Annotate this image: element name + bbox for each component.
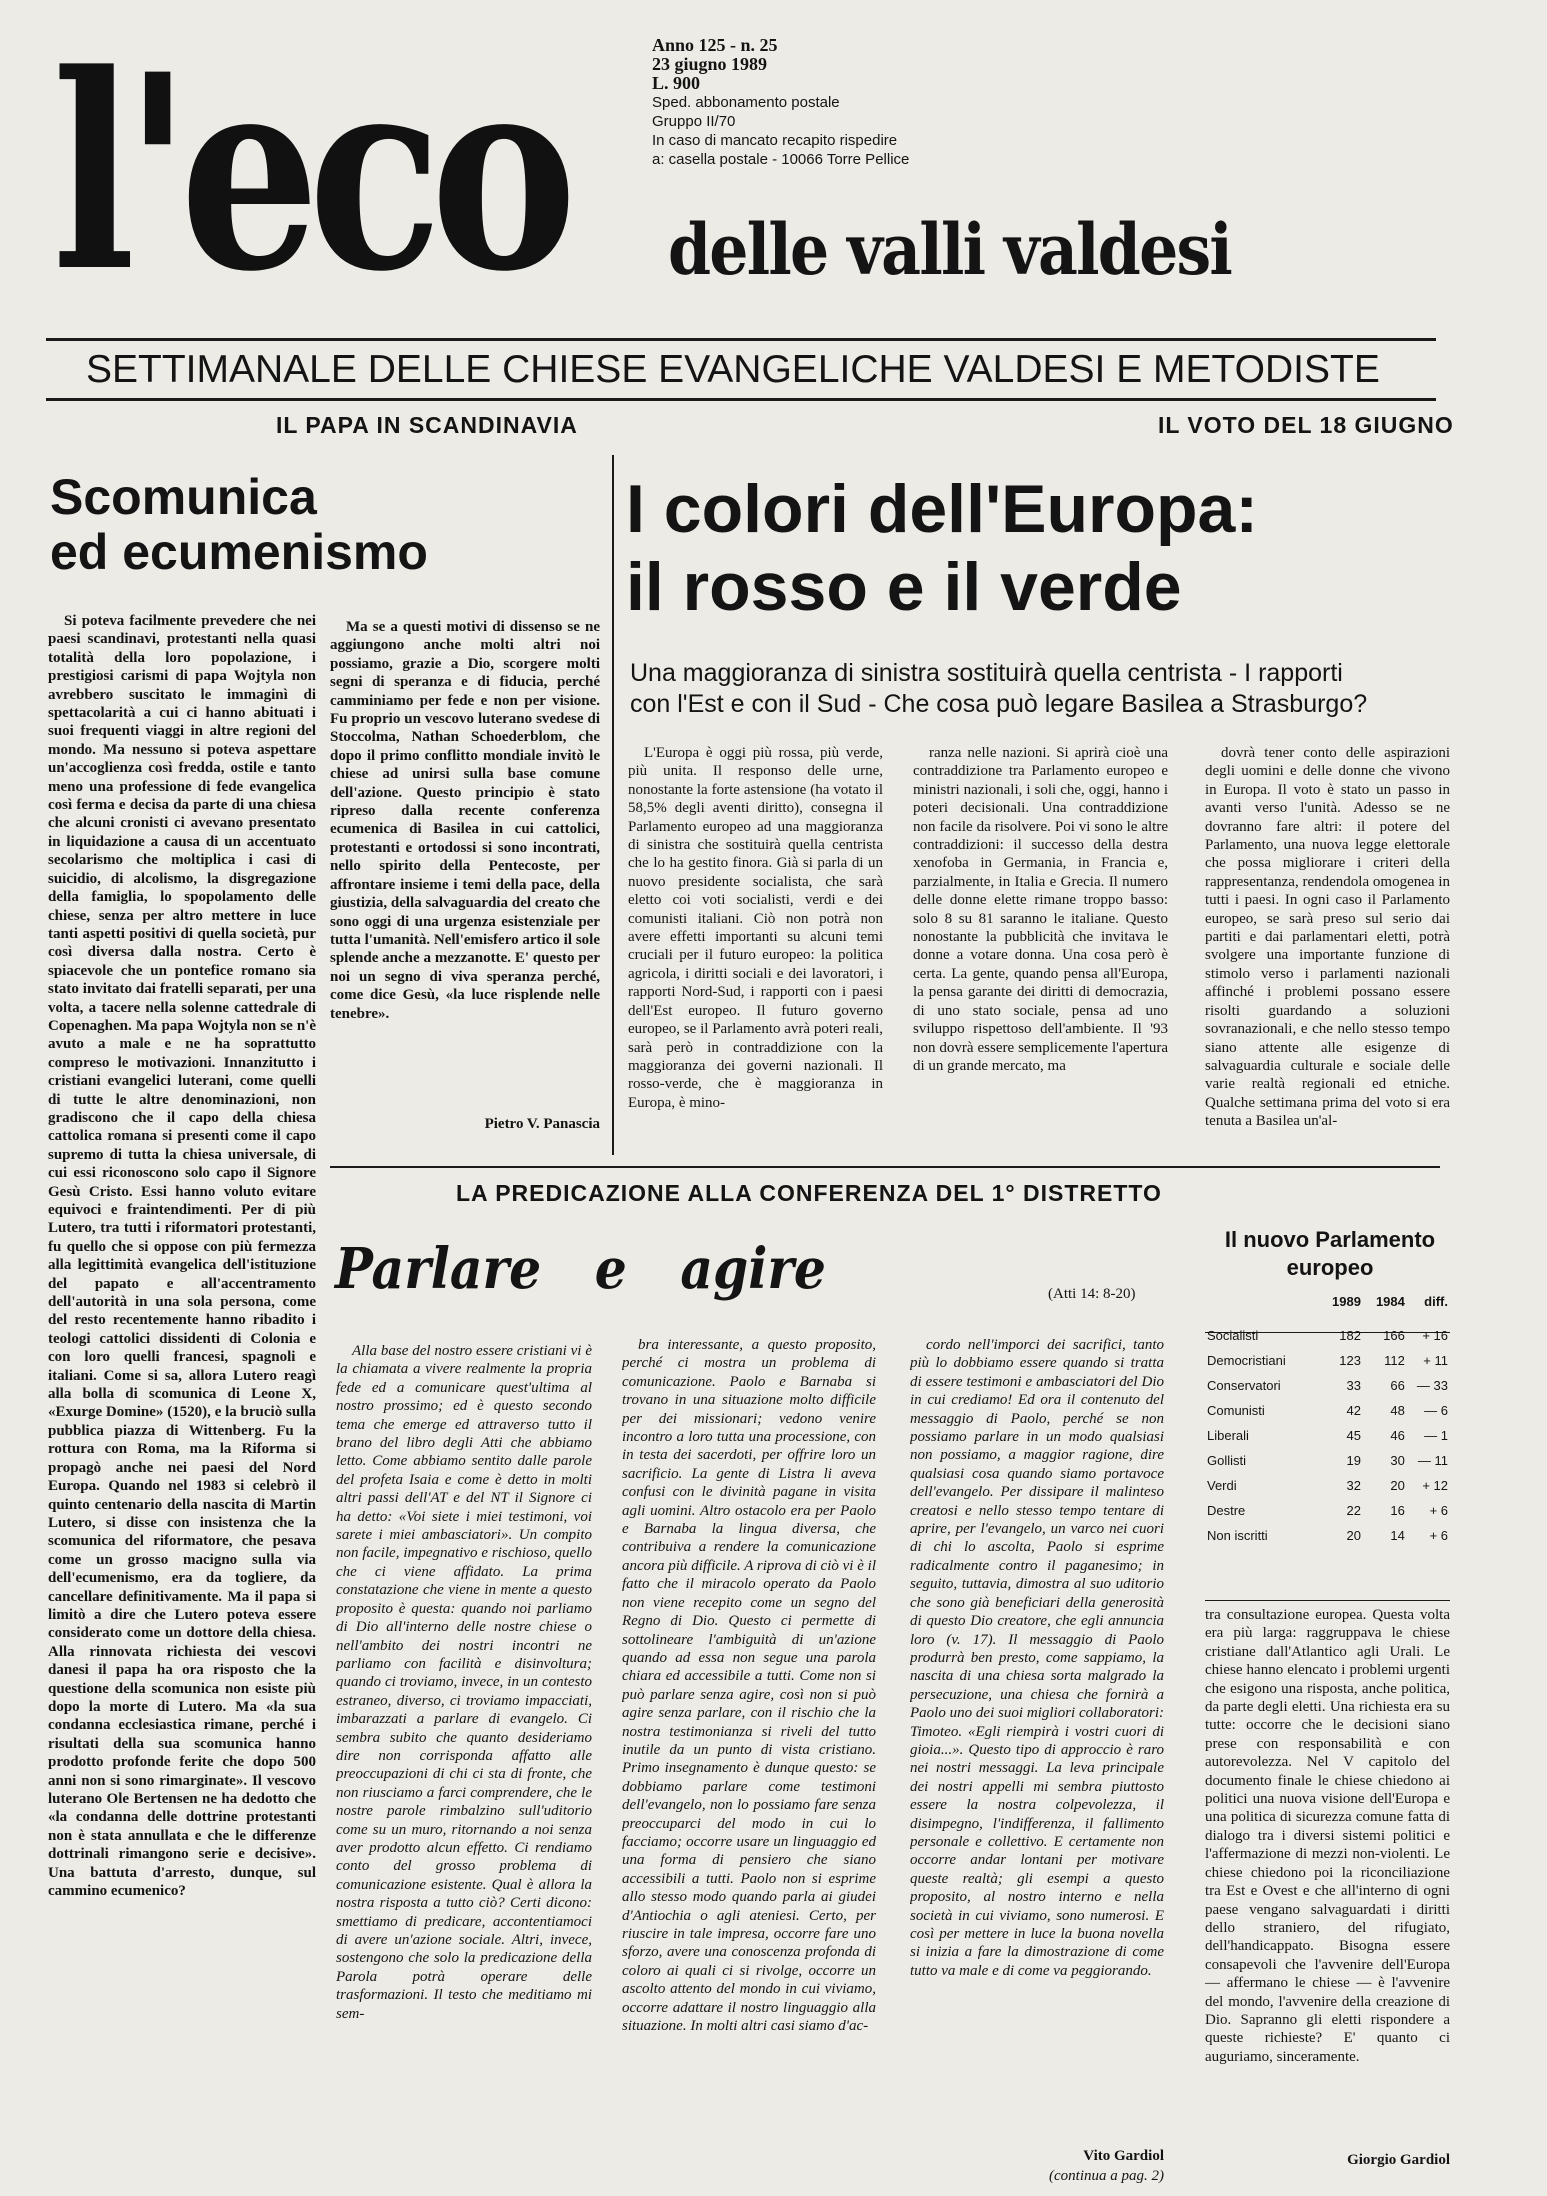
- headline-line: Scomunica: [50, 469, 317, 525]
- right-article-col2: [913, 744, 1168, 1154]
- left-author: Pietro V. Panascia: [484, 1116, 600, 1132]
- table-row: Comunisti 42 48 — 6: [1207, 1403, 1448, 1418]
- tagline: SETTIMANALE DELLE CHIESE EVANGELICHE VALDESI E METODISTE: [86, 348, 1380, 391]
- divider: [46, 338, 1436, 341]
- table-row: Socialisti 182 166 + 16: [1207, 1328, 1448, 1343]
- right-kicker: IL VOTO DEL 18 GIUGNO: [1158, 412, 1454, 438]
- article-text: dovrà tener conto delle aspirazioni degli uomini e delle donne che vivono in Europa. Il voto è stato un passo in avanti verso l'unità. Adesso se ne dovranno fare altri: il potere del Parlamento, una nuova legge elettorale che possa migliorare i criteri della rappresentanza, rendendola omogenea in tutti i paesi. In ogni caso il Parlamento europeo, se sarà preso sul serio dai partiti e dai parlamentari eletti, potrà svolgere una importante funzione di stimolo verso i parlamenti nazionali affinché i problemi possano essere risolti guardando a soluzioni sovranazionali, e che nello stesso tempo siano attente alle esigenze di salvaguardia culturale e sociale delle varie realtà regionali ed etniche. Qualche settimana prima del voto si era tenuta a Basilea un'al-: [1205, 745, 1450, 1130]
- right-author: Giorgio Gardiol: [1347, 2152, 1450, 2168]
- left-headline: [50, 470, 428, 580]
- table-title-line: europeo: [1286, 1254, 1374, 1280]
- issue-info: [652, 36, 909, 169]
- divider: [612, 455, 614, 1155]
- postal-line: a: casella postale - 10066 Torre Pellice: [652, 151, 910, 168]
- masthead-logo: l'eco: [52, 16, 566, 331]
- deck-line: con l'Est e con il Sud - Che cosa può legare Basilea a Strasburgo?: [630, 690, 1368, 719]
- right-deck: [630, 658, 1430, 721]
- right-headline: [626, 470, 1258, 626]
- table-row: Verdi 32 20 + 12: [1207, 1478, 1448, 1493]
- sermon-kicker: LA PREDICAZIONE ALLA CONFERENZA DEL 1° DISTRETTO: [456, 1180, 1162, 1206]
- sermon-title: Parlare e agire: [335, 1236, 827, 1302]
- table-row: Destre 22 16 + 6: [1207, 1503, 1448, 1518]
- table-row: Democristiani 123 112 + 11: [1207, 1353, 1448, 1368]
- headline-line: il rosso e il verde: [626, 549, 1182, 626]
- issue-price: L. 900: [652, 73, 701, 93]
- sermon-continued: (continua a pag. 2): [1049, 2168, 1164, 2184]
- article-text: Si poteva facilmente prevedere che nei paesi scandinavi, protestanti nella quasi totalità della loro popolazione, i prestigiosi carismi di papa Wojtyla non avrebbero suscitato le immaginì di spettacolarità a cui ci hanno abituati i suoi frequenti viaggi in altre regioni del mondo. Ma nessuno si poteva aspettare un'accoglienza così fredda, ostile e tanto meno una professione di fede evangelica così ferma e decisa da parte di una chiesa che alcuni cronisti ci avevano presentato in liquidazione a causa di un accentuato secolarismo che moltiplica i casi di suicidio, di alcolismo, la disgregazione della famiglia, lo spopolamento delle chiese, senza per altro mettere in luce tanti aspetti positivi di quella società, pur così diversa dalla nostra. Certo è spiacevole che un pontefice romano sia stato invitato dai fratelli separati, per una volta, a tacere nella solenne cattedrale di Copenaghen. Ma papa Wojtyla non se n'è avuto a male e ne ha soprattutto compreso le motivazioni. Innanzitutto i cristiani evangelici luterani, come quelli di tutte le altre denominazioni, non gradiscono che il capo della chiesa cattolica romana si presenti come il capo supremo di tutta la chiesa universale, di cui essi riconoscono solo capo il Signore Gesù Cristo. Essi hanno voluto evitare equivoci e fraintendimenti. Per di più Lutero, tra tutti i riformatori protestanti, fu quello che si oppose con più fermezza alla legittimità evangelica dell'istituzione del papato e all'accentramento dell'autorità in una sola persona, come del resto recentemente hanno ribadito i teologi cattolici dissidenti di Colonia e con loro quelli francesi, spagnoli e italiani. Come si sa, allora Lutero reagì alla bolla di scomunica di Leone X, «Exurge Domine» (1520), e la bruciò sulla pubblica piazza di Wittenberg. Fu la rottura con Roma, ma la Riforma si propagò anche nei paesi del Nord Europa. Quando nel 1983 si celebrò il quinto centenario della nascita di Martin Lutero, si disse con insistenza che la scomunica del riformatore, che pesava come un grosso macigno sulla via dell'ecumenismo, era da togliere, da cancellare definitivamente. Ma il papa si limitò a dire che Lutero poteva essere considerato come un dottore della chiesa. Alla rinnovata richiesta dei vescovi danesi il papa ha ora risposto che la questione della scomunica non esiste più dopo la morte di Lutero. Ma «la sua condanna ecclesiastica rimane, perché i risultati della sua scomunica hanno prodotto profonde ferite che dopo 500 anni non si sono rimarginate». Il vescovo luterano Ole Bertensen ne ha dedotto che «la condanna delle dottrine protestanti non è stata annullata e che le differenze dottrinali rimangono serie e decisive». Una battuta d'arresto, dunque, sul cammino ecumenico?: [48, 613, 316, 1900]
- divider: [46, 398, 1436, 401]
- article-text: bra interessante, a questo proposito, perché ci mostra un problema di comunicazione. Paolo e Barnaba si trovano in una situazione molto difficile per dei missionari; vedono venire incontro a loro tutta una processione, con in testa dei sacerdoti, per offrire loro un sacrificio. La gente di Listra li aveva confusi con le divinità pagane in visita agli uomini. Altro ostacolo era per Paolo e Barnaba la lingua diversa, che contribuiva a rendere la comunicazione ancora più difficile. A riprova di ciò vi è il fatto che il miracolo operato da Paolo non viene recepito come un segno del Regno di Dio. Questo ci permette di sottolineare l'ambiguità di un'azione quando ad essa non segue una parola chiara ed accessibile a tutti. Come non si può parlare senza agire, così non si può agire senza parlare, con il rischio che la nostra testimonianza si riveli del tutto inutile da un punto di vista cristiano. Primo insegnamento è dunque questo: se dobbiamo parlare come testimoni dell'evangelo, non lo possiamo fare senza preoccuparci del modo in cui lo facciamo; occorre usare un linguaggio ed una forma di pensiero che siano accessibili a tutti. Paolo non si esprime allo stesso modo quando parla ai giudei d'Antiochia o agli ateniesi. Certo, per riuscire in tale impresa, occorre fare uno sforzo, avere una conoscenza profonda di coloro ai quali ci si rivolge, occorre un ascolto attento del mondo in cui viviamo, occorre adattare il nostro linguaggio alla situazione. In molti altri casi siamo d'ac-: [622, 1337, 876, 2035]
- sermon-col2: [622, 1336, 876, 2188]
- postal-line: Sped. abbonamento postale: [652, 94, 840, 111]
- article-text: L'Europa è oggi più rossa, più verde, più unita. Il responso delle urne, nonostante la forte astensione (ha votato il 58,5% degli aventi diritto), consegna il Parlamento europeo ad una maggioranza di sinistra che sostituirà quella centrista che lo ha gestito finora. Già si parla di un nuovo presidente socialista, che sarà eletto coi voti socialisti, verdi e dei comunisti italiani. Ciò non potrà non avere effetti importanti su alcuni temi cruciali per il futuro europeo: la politica agricola, i diritti sociali e dei lavoratori, i rapporti Nord-Sud, i rapporti con i paesi dell'Est europeo. Il futuro governo europeo, se il Parlamento avrà poteri reali, sarà però in contraddizione con la maggioranza dei governi nazionali. Il rosso-verde, che è maggioranza in Europa, è mino-: [628, 745, 883, 1111]
- header-1989: 1989: [1332, 1294, 1361, 1309]
- sermon-author: Vito Gardiol: [1083, 2148, 1164, 2164]
- article-text: ranza nelle nazioni. Si aprirà cioè una contraddizione tra Parlamento europeo e ministri nazionali, i soli che, oggi, hanno i poteri decisionali. Una contraddizione non facile da risolvere. Poi vi sono le altre contraddizioni: il successo della destra xenofoba in Germania, in Francia e, parzialmente, in Italia e Grecia. Il numero delle donne elette rimane troppo basso: solo 8 su 81 saranno le italiane. Questo nonostante la pubblicità che invitava le donne a votare donna. Una cosa però è certa. La gente, quando pensa all'Europa, la pensa garante dei diritti di democrazia, di uno stato sociale, pensa ad uno sviluppo rispettoso dell'ambiente. Il '93 non dovrà essere semplicemente l'apertura di un grande mercato, ma: [913, 745, 1168, 1074]
- postal-line: Gruppo II/70: [652, 113, 736, 130]
- right-article-continuation: [1205, 1606, 1450, 2134]
- headline-line: I colori dell'Europa:: [626, 471, 1259, 547]
- header-1984: 1984: [1375, 1294, 1405, 1309]
- issue-date: 23 giugno 1989: [652, 54, 768, 74]
- article-text: Ma se a questi motivi di dissenso se ne aggiungono anche molti altri noi possiamo, grazie a Dio, scorgere molti segni di speranza e di fiducia, perché camminiamo per fede e non per visione. Fu proprio un vescovo luterano svedese di Stoccolma, Nathan Schoederblom, che dopo il primo conflitto mondiale invitò le chiese ad unirsi sulla base comune dell'azione. Questo principio è stato ripreso dalla recente conferenza ecumenica di Basilea in cui cattolici, protestanti e ortodossi si sono incontrati, nello spirito della Pentecoste, per affrontare insieme i temi della pace, della giustizia, della salvaguardia del creato che sono oggi di una urgenza esistenziale per tutta l'umanità. Nell'emisfero artico il sole splende anche a mezzanotte. E' questo per noi un segno di viva speranza perché, come dice Gesù, «la luce risplende nelle tenebre».: [330, 619, 600, 1022]
- header-diff: diff.: [1424, 1294, 1448, 1309]
- table-row: Liberali 45 46 — 1: [1207, 1428, 1448, 1443]
- masthead-subtitle: delle valli valdesi: [668, 208, 1232, 291]
- divider: [330, 1166, 1440, 1168]
- postal-line: In caso di mancato recapito rispedire: [652, 132, 898, 149]
- sermon-reference: (Atti 14: 8-20): [1048, 1286, 1136, 1302]
- deck-line: Una maggioranza di sinistra sostituirà quella centrista - I rapporti: [630, 659, 1343, 687]
- results-table-title: [1200, 1226, 1460, 1281]
- article-text: cordo nell'imporci dei sacrifici, tanto più lo dobbiamo essere quando si tratta di essere testimoni e ambasciatori del Dio in cui crediamo! Ed ora il contenuto del messaggio di Paolo, perché se non possiamo parlare in un modo qualsiasi non possiamo, a maggior ragione, dire qualsiasi cosa quando siamo portavoce dell'evangelo. Per dissipare il malinteso creatosi e nello stesso tempo tentare di aprire, per l'evangelo, un varco nei cuori di chi lo ascolta, Paolo si esprime radicalmente contro il paganesimo; in seguito, tuttavia, dimostra al suo uditorio che sono già beneficiari della generosità di questo Dio creatore, che egli annuncia loro (v. 17). Il messaggio di Paolo produrrà ben presto, come sappiamo, la nascita di una chiesa sorta malgrado la persecuzione, una chiesa che fornirà a Paolo uno dei suoi migliori collaboratori: Timoteo. «Egli riempirà i vostri cuori di gioia...». Questo tipo di approccio è raro nei nostri messaggi. La leva principale dei nostri appelli mi sembra piuttosto essere la nostra colpevolezza, il disimpegno, l'indifferenza, il fallimento personale e collettivo. E certamente non occorre andar lontani per motivare queste realtà; gli esempi a questo proposito, al nostro interno e nella società in cui viviamo, sono numerosi. E così per mettere in luce la buona novella si inizia a fare la dimostrazione di come tutto va male e di come va peggiorando.: [910, 1337, 1164, 1979]
- issue-number: Anno 125 - n. 25: [652, 35, 778, 55]
- left-article-col1: [48, 612, 316, 2186]
- table-header-row: [1205, 1292, 1450, 1311]
- right-article-col1: [628, 744, 883, 1154]
- table-row: Non iscritti 20 14 + 6: [1207, 1528, 1448, 1543]
- table-row: Gollisti 19 30 — 11: [1207, 1453, 1448, 1468]
- left-kicker: IL PAPA IN SCANDINAVIA: [276, 412, 578, 438]
- left-article-col2: [330, 618, 600, 1094]
- results-table: [1205, 1292, 1450, 1548]
- sermon-col1: [336, 1342, 592, 2188]
- headline-line: ed ecumenismo: [50, 524, 428, 580]
- article-text: tra consultazione europea. Questa volta era più larga: raggruppava le chiese cristiane dall'Atlantico agli Urali. Le chiese hanno elencato i problemi urgenti che esigono una risposta, anche politica, da parte degli eletti. Una richiesta era su tutte: occorre che le decisioni siano prese con responsabilità e con autorevolezza. Nel V capitolo del documento finale le chiese chiedono ai politici una nuova visione dell'Europa e una politica di sicurezza comune fatta di dialogo tra i diversi sistemi politici e l'affermazione di mezzi non-violenti. Le chiese chiedono poi la riconciliazione tra Est e Ovest e che all'interno di ogni paese vengano salvaguardati i diritti dello straniero, del rifugiato, dell'handicappato. Bisogna essere consapevoli che l'avvenire dell'Europa — affermano le chiese — è l'avvenire del mondo, l'avvenire della creazione di Dio. Sapranno gli eletti rispondere a queste richieste? E' quanto ci auguriamo, sinceramente.: [1205, 1607, 1450, 2065]
- table-row: Conservatori 33 66 — 33: [1207, 1378, 1448, 1393]
- article-text: Alla base del nostro essere cristiani vi è la chiamata a vivere realmente la propria fede ed a comunicare quest'ultima al nostro prossimo; ed è questo secondo tema che emerge ed attraverso tutto il brano del libro degli Atti che abbiamo letto. Come abbiamo sentito dalle parole del profeta Isaia e come è detto in molti altri passi dell'AT e del NT il Signore ci ha detto: «Voi siete i miei testimoni, voi sarete i miei ambasciatori». Un compito non facile, impegnativo e rischioso, quello che ci viene affidato. La prima constatazione che viene in mente a questo proposito è questa: quando noi parliamo di Dio all'interno delle nostre chiese o nell'ambito dei nostri incontri ne parliamo con facilità e disinvoltura; quando ci troviamo, invece, in un contesto estraneo, diverso, ci troviamo impacciati, imbarazzati a parlare di evangelo. Ci sembra subito che quanto desideriamo dire non corrisponda affatto alle preoccupazioni di chi ci sta di fronte, che non riusciamo a farci comprendere, che le nostre parole rimbalzino sull'uditorio come su un muro, ritornando a noi senza aver prodotto alcun effetto. Ci rendiamo conto del grosso problema di comunicazione esistente. Qual è allora la nostra risposta a tutto ciò? Certi dicono: smettiamo di predicare, accontentiamoci di avere un'azione sociale. Altri, invece, sostengono che solo la predicazione della Parola potrà operare delle trasformazioni. Il testo che meditiamo mi sem-: [336, 1343, 592, 2022]
- divider: [1205, 1600, 1450, 1601]
- right-article-col3: [1205, 744, 1450, 1164]
- table-title-line: Il nuovo Parlamento: [1224, 1227, 1436, 1252]
- sermon-col3: [910, 1336, 1164, 2154]
